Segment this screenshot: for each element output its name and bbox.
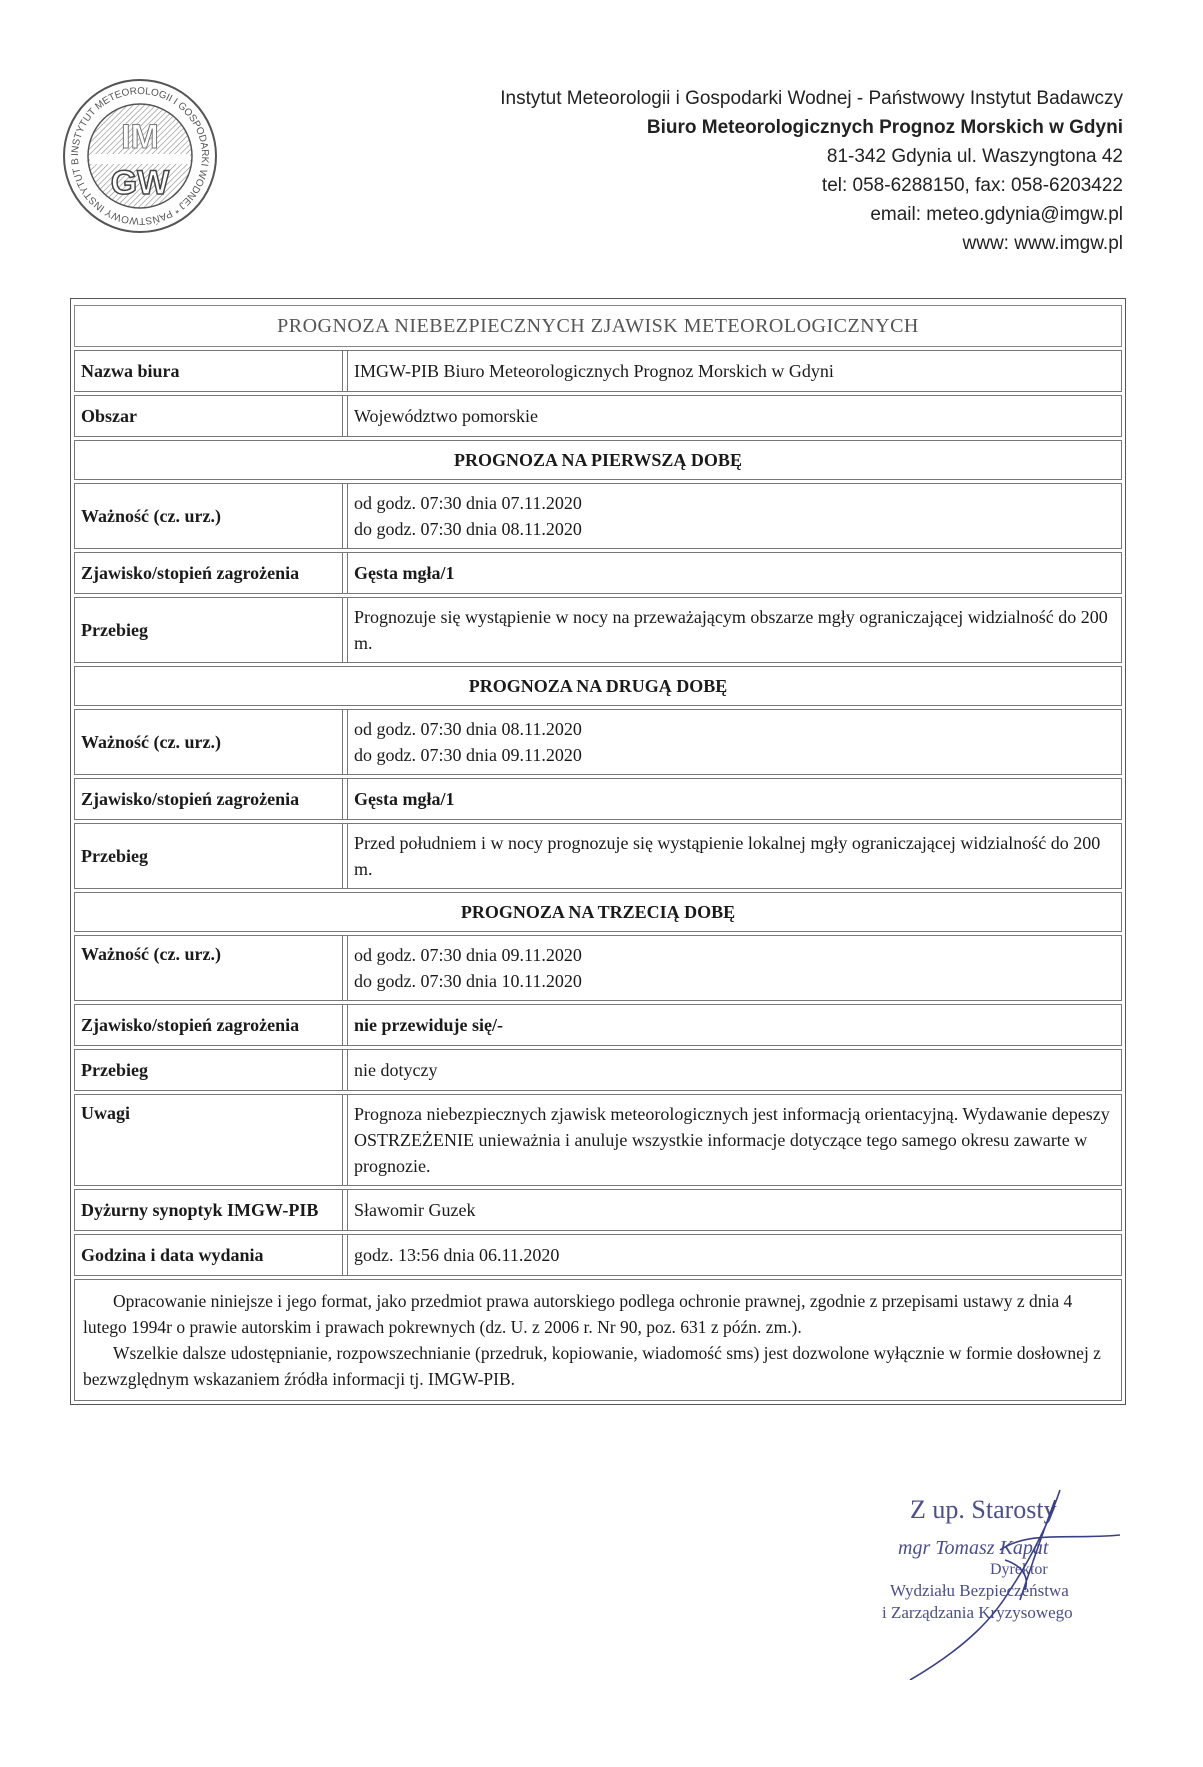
stamp-line-4: Wydziału Bezpieczeństwa (890, 1581, 1069, 1600)
day1-validity-label: Ważność (cz. urz.) (75, 484, 343, 548)
stamp-line-3: Dyrektor (990, 1561, 1048, 1578)
day1-heading: PROGNOZA NA PIERWSZĄ DOBĘ (454, 449, 742, 470)
day2-phenomenon-value: Gęsta mgła/1 (347, 779, 1121, 819)
stamp-line-2: mgr Tomasz Kapat (898, 1537, 1049, 1559)
logo-abbr-bottom: GW (110, 164, 170, 202)
header-website[interactable]: www: www.imgw.pl (962, 233, 1123, 254)
day3-phenomenon-row (74, 1004, 1122, 1046)
day1-course-value: Prognozuje się wystąpienie w nocy na przeważającym obszarze mgły ograniczającej widzialność do 200 m. (347, 598, 1121, 662)
day3-validity-row (74, 935, 1122, 1001)
day2-validity-row (74, 709, 1122, 775)
day3-heading-row (74, 892, 1122, 932)
document-title: PROGNOZA NIEBEZPIECZNYCH ZJAWISK METEOROLOGICZNYCH (277, 314, 919, 337)
day2-phenomenon-label: Zjawisko/stopień zagrożenia (75, 779, 343, 819)
day1-course-row (74, 597, 1122, 663)
area-row (74, 395, 1122, 437)
issued-value: godz. 13:56 dnia 06.11.2020 (347, 1235, 1121, 1275)
day2-heading: PROGNOZA NA DRUGĄ DOBĘ (468, 675, 728, 696)
header-email[interactable]: email: meteo.gdynia@imgw.pl (870, 204, 1123, 225)
office-row (74, 350, 1122, 392)
day1-validity-row (74, 483, 1122, 549)
day1-phenomenon-label: Zjawisko/stopień zagrożenia (75, 553, 343, 593)
logo-abbr-top: IM (121, 118, 159, 156)
title-row (74, 305, 1122, 347)
day3-course-label: Przebieg (75, 1050, 343, 1090)
day3-course-row (74, 1049, 1122, 1091)
copyright-paragraph: Opracowanie niniejsze i jego format, jako przedmiot prawa autorskiego podlega ochronie prawnej, zgodnie z przepisami ustawy z dnia 4 lutego 1994r o prawie autorskim i prawach pokrewnych (dz. U. z 2006 r. Nr 90, poz. 631 z późn. zm.). (83, 1291, 1073, 1337)
day2-validity-label: Ważność (cz. urz.) (75, 710, 343, 774)
day2-course-row (74, 823, 1122, 889)
remarks-value: Prognoza niebezpiecznych zjawisk meteorologicznych jest informacją orientacyjną. Wydawanie depeszy OSTRZEŻENIE unieważnia i anuluje wszystkie informacje dotyczące tego samego okresu zawarte w prognozie. (347, 1095, 1121, 1185)
day3-heading: PROGNOZA NA TRZECIĄ DOBĘ (460, 901, 736, 922)
day1-heading-row (74, 440, 1122, 480)
office-value: IMGW-PIB Biuro Meteorologicznych Prognoz Morskich w Gdyni (347, 351, 1121, 391)
day2-course-value: Przed południem i w nocy prognozuje się wystąpienie lokalnej mgły ograniczającej widzialność do 200 m. (347, 824, 1121, 888)
area-value: Województwo pomorskie (347, 396, 1121, 436)
day1-phenomenon-row (74, 552, 1122, 594)
official-stamp (880, 1480, 1160, 1680)
forecaster-label: Dyżurny synoptyk IMGW-PIB (75, 1190, 343, 1230)
day2-course-label: Przebieg (75, 824, 343, 888)
day1-to: do godz. 07:30 dnia 08.11.2020 (354, 519, 582, 539)
forecaster-value: Sławomir Guzek (347, 1190, 1121, 1230)
stamp-line-1: Z up. Starosty (910, 1495, 1057, 1524)
header-phone: tel: 058-6288150, fax: 058-6203422 (821, 175, 1123, 196)
imgw-logo (60, 76, 220, 236)
header-address: 81-342 Gdynia ul. Waszyngtona 42 (826, 146, 1123, 167)
issued-row (74, 1234, 1122, 1276)
day2-heading-row (74, 666, 1122, 706)
day3-phenomenon-label: Zjawisko/stopień zagrożenia (75, 1005, 343, 1045)
day3-course-value: nie dotyczy (347, 1050, 1121, 1090)
day3-validity-label: Ważność (cz. urz.) (75, 936, 343, 1000)
day3-to: do godz. 07:30 dnia 10.11.2020 (354, 971, 582, 991)
stamp-line-5: i Zarządzania Kryzysowego (882, 1603, 1073, 1622)
area-label: Obszar (75, 396, 343, 436)
header-institute: Instytut Meteorologii i Gospodarki Wodnej - Państwowy Instytut Badawczy (500, 88, 1123, 109)
day2-validity-value (347, 710, 1121, 774)
day3-phenomenon-value: nie przewiduje się/- (347, 1005, 1121, 1045)
remarks-label: Uwagi (75, 1095, 343, 1185)
issued-label: Godzina i data wydania (75, 1235, 343, 1275)
header-office: Biuro Meteorologicznych Prognoz Morskich w Gdyni (646, 117, 1123, 138)
day3-from: od godz. 07:30 dnia 09.11.2020 (354, 945, 582, 965)
day1-course-label: Przebieg (75, 598, 343, 662)
day1-from: od godz. 07:30 dnia 07.11.2020 (354, 493, 582, 513)
day2-phenomenon-row (74, 778, 1122, 820)
day2-from: od godz. 07:30 dnia 08.11.2020 (354, 719, 582, 739)
remarks-row (74, 1094, 1122, 1186)
forecaster-row (74, 1189, 1122, 1231)
logo-ring-text: INSTYTUT METEOROLOGII I GOSPODARKI WODNEJ * PAŃSTWOWY INSTYTUT B (69, 85, 211, 227)
institute-header (500, 84, 1123, 258)
distribution-paragraph: Wszelkie dalsze udostępnianie, rozpowszechnianie (przedruk, kopiowanie, wiadomość sms) jest dozwolone wyłącznie w formie dosłownej z bezwzględnym wskazaniem źródła informacji tj. IMGW-PIB. (83, 1343, 1101, 1389)
day3-validity-value (347, 936, 1121, 1000)
day1-phenomenon-value: Gęsta mgła/1 (347, 553, 1121, 593)
office-label: Nazwa biura (75, 351, 343, 391)
forecast-table (70, 298, 1126, 1405)
copyright-notice (74, 1279, 1122, 1401)
day2-to: do godz. 07:30 dnia 09.11.2020 (354, 745, 582, 765)
day1-validity-value (347, 484, 1121, 548)
